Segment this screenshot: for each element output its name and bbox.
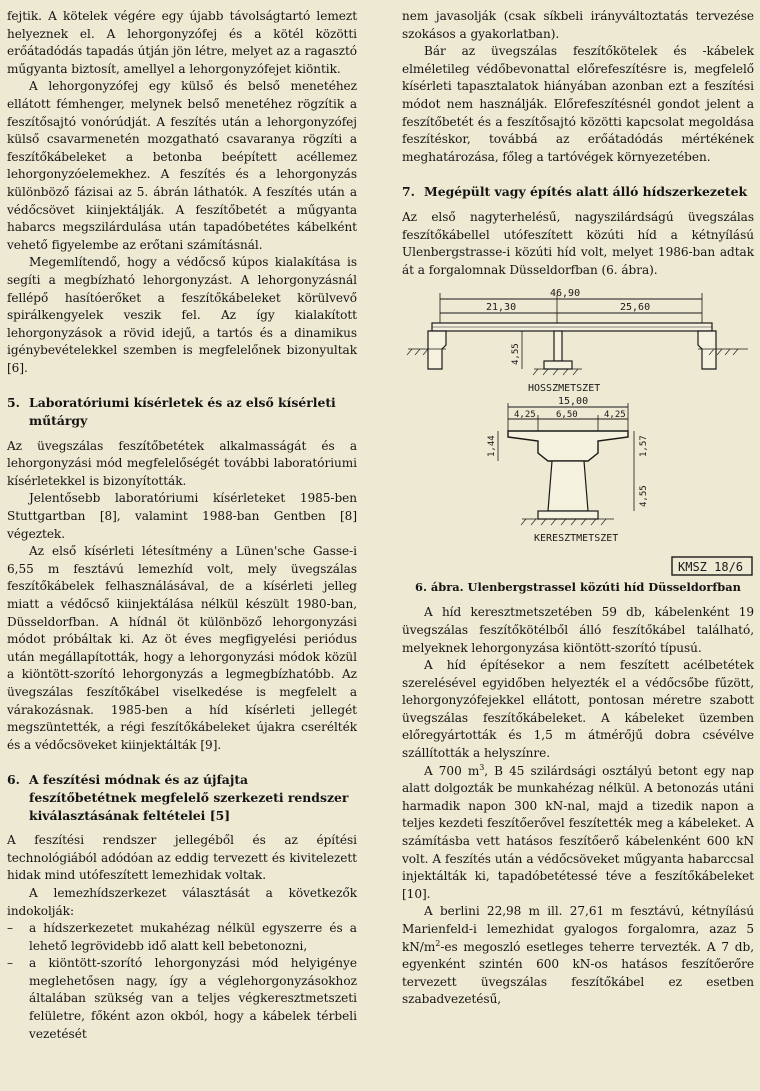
paragraph: A lemezhídszerkezet választását a következők indokolják: bbox=[7, 885, 357, 918]
section-number: 6. bbox=[7, 772, 20, 788]
label-longitudinal: HOSSZMETSZET bbox=[528, 383, 601, 395]
dim-width: 15,00 bbox=[558, 396, 589, 408]
paragraph: Megemlítendő, hogy a védőcső kúpos kialakítása is segíti a megbízható lehorgonyzást. A lehorgonyzásnál fellépő hasítóerőket a feszítőkábeleket körülvevő spirálkengyelek veszik fel. Az így kialakított lehorgonyzások a rövid idejű, a tartós és a dinamikus igénybevételekkel szemben is megfelelőnek bizonyultak [6]. bbox=[7, 255, 357, 375]
paragraph bbox=[402, 763, 754, 904]
list-dash: – bbox=[7, 956, 14, 971]
dim-c: 4,25 bbox=[604, 410, 626, 421]
paragraph: Jelentősebb laboratóriumi kísérleteket 1985-ben Stuttgartban [8], valamint 1988-ban Gentben [8] végeztek. bbox=[7, 491, 357, 541]
superscript: 3 bbox=[479, 762, 485, 772]
paragraph bbox=[402, 903, 754, 1009]
paragraph: Az első kísérleti létesítmény a Lünen'sche Gasse-i 6,55 m fesztávú lemezhíd volt, mely üvegszálas feszítőkábelek felhasználásával, de a kísérleti jelleg miatt a védőcső kiinjektálása nélkül készült 1980-ban, Düsseldorfban. A hídnál öt különböző lehorgonyzási módot próbáltak ki. Az öt éves megfigyelési periódus után megállapították, hogy a lehorgonyzási módok közül a kiöntött-szorító lehorgonyzás a legmegbízhatóbb. Az üvegszálas feszítőkábel viselkedése is megfelelt a várakozásnak. 1985-ben a híd kísérleti jellegét megszüntették, a régi feszítőkábeleket újakra cserélték és a védőcsöveket kiinjektálták [9]. bbox=[7, 544, 357, 752]
list-dash: – bbox=[7, 921, 14, 936]
list-item-text: a hídszerkezetet mukahézag nélkül egyszerre és a lehető legrövidebb idő alatt kell bebetonozni, bbox=[29, 921, 357, 953]
section-title: Megépült vagy építés alatt álló hídszerkezetek bbox=[424, 184, 748, 200]
paragraph: fejtik. A kötelek végére egy újabb távolságtartó lemezt helyeznek el. A lehorgonyzófej és a kötél közötti erőátadódás tapadás útján jön létre, melyet az a ragasztó műgyanta biztosít, amellyel a lehorgonyzófejet kiöntik. bbox=[7, 9, 357, 76]
cross-section bbox=[487, 396, 649, 544]
list-item-text: a kiöntött-szorító lehorgonyzási mód helyigénye meglehetősen nagy, így a véglehorgonyzásokhoz általában szükség van a teljes végkeresztmetszeti felületre, főként azon okból, hogy a kábelek térbeli vezetését bbox=[29, 956, 357, 1041]
section-number: 7. bbox=[402, 184, 415, 200]
list-item bbox=[7, 920, 357, 955]
bridge-drawing bbox=[402, 285, 754, 577]
section-number: 5. bbox=[7, 395, 20, 411]
section-title: A feszítési módnak és az újfajta feszítőbetétnek megfelelő szerkezeti rendszer kiválasztásának feltételei [5] bbox=[29, 772, 349, 823]
section-heading-5 bbox=[7, 394, 357, 429]
section-title: Laboratóriumi kísérletek és az első kísérleti műtárgy bbox=[29, 395, 336, 429]
figure-code: KMSZ 18/6 bbox=[678, 560, 744, 575]
figure-caption: 6. ábra. Ulenbergstrassel közúti híd Düsseldorfban bbox=[415, 580, 741, 595]
dim-a: 4,25 bbox=[514, 410, 536, 421]
paragraph: Bár az üvegszálas feszítőkötelek és -kábelek elméletileg védőbevonattal előrefeszítésre is, megfelelő kísérleti tapasztalatok hiányában azonban ezt a feszítési módot nem használják. Előrefeszítésnél gondot jelent a feszítőbetét és a feszítősajtó közötti kapcsolat megoldása feszítéskor, továbbá az erőátadódás mértékének meghatározása, főleg a tartóvégek környezetében. bbox=[402, 44, 754, 164]
bridge-drawing-figure bbox=[402, 285, 754, 577]
text-run: A berlini 22,98 m ill. 27,61 m fesztávú, kétnyílású Marienfeld-i lemezhidat gyalogos forgalomra, azaz 5 kN/m bbox=[402, 904, 754, 954]
text-run: -es megoszló esetleges teherre tervezték. A 7 db, egyenként szintén 600 kN-os hatásos feszítőerőre tervezett üvegszálas feszítőkábel ez esetben szabadvezetésű, bbox=[402, 939, 754, 1007]
paragraph: A híd keresztmetszetében 59 db, kábelenként 19 üvegszálas feszítőkötélből álló feszítőkábel található, melyeknek lehorgonyzása kiöntött-szorító típusú. bbox=[402, 605, 754, 655]
dim-height: 4,55 bbox=[511, 343, 521, 366]
right-column bbox=[402, 8, 754, 1009]
dim-total: 46,90 bbox=[550, 288, 581, 300]
paragraph: A feszítési rendszer jellegéből és az építési technológiából adódóan az eddig tervezett és kivitelezett hidak mind utófeszített lemezhidak voltak. bbox=[7, 833, 357, 883]
list-item bbox=[7, 955, 357, 1043]
longitudinal-section bbox=[407, 288, 748, 394]
dim-d: 1,44 bbox=[487, 435, 497, 458]
dim-b: 6,50 bbox=[556, 410, 578, 421]
paragraph: Az üvegszálas feszítőbetétek alkalmasságát és a lehorgonyzási mód megfelelőségét további laboratóriumi kísérletekkel is bizonyították. bbox=[7, 438, 357, 488]
paragraph: Az első nagyterhelésű, nagyszilárdságú üvegszálas feszítőkábellel utófeszített közúti híd a kétnyílású Ulenbergstrasse-i közúti híd volt, melyet 1986-ban adtak át a forgalomnak Düsseldorfban (6. ábra). bbox=[402, 209, 754, 277]
label-cross: KERESZTMETSZET bbox=[534, 533, 619, 545]
section-heading-7 bbox=[402, 183, 754, 201]
dim-f: 4,55 bbox=[639, 485, 649, 508]
dim-right: 25,60 bbox=[620, 302, 651, 314]
paragraph: A lehorgonyzófej egy külső és belső menetéhez ellátott fémhenger, melynek belső menetéhez rögzítik a feszítősajtó vonórúdját. A feszítés után a lehorgonyzófej külső csavarmenetén mozgatható csavaranya rögzíti a feszítőkábeleket a betonba beépített acéllemez lehorgonyzóelemekhez. A feszítés és a lehorgonyzás különböző fázisai az 5. ábrán láthatók. A feszítés után a védőcsövet kiinjektálják. A feszítőbetét a műgyanta habarcs megszilárdulása után tapadóbetétes kábelként vehető figyelembe az erőtani számításnál. bbox=[7, 79, 357, 252]
text-run: A 700 m bbox=[424, 763, 480, 778]
dash-list bbox=[7, 920, 357, 1043]
left-column bbox=[7, 8, 357, 1043]
dim-e: 1,57 bbox=[639, 435, 649, 458]
paragraph: A híd építésekor a nem feszített acélbetétek szerelésével egyidőben helyezték el a védőcsőbe fűzött, lehorgonyzófejekkel ellátott, pontosan méretre szabott üvegszálas feszítőkábeleket. A kábeleket üzemben előregyártották és 1,5 m átmérőjű dobra csévélve szállították a helyszínre. bbox=[402, 658, 754, 761]
section-heading-6 bbox=[7, 771, 357, 824]
superscript: 2 bbox=[435, 938, 441, 948]
text-run: , B 45 szilárdsági osztályú betont egy nap alatt dolgozták be munkahézag nélkül. A betonozás utáni harmadik napon 300 kN-nal, majd a tizedik napon a teljes kezdeti feszítőerővel feszítették meg a kábeleket. A számításba vett hatásos feszítőerő kábelenként 600 kN volt. A feszítés után a védőcsöveket műgyanta habarccsal injektálták ki, tapadóbetétessé téve a feszítőkábeleket [10]. bbox=[402, 763, 754, 901]
dim-left: 21,30 bbox=[486, 302, 517, 314]
paragraph: nem javasolják (csak síkbeli irányváltoztatás tervezése szokásos a gyakorlatban). bbox=[402, 9, 754, 41]
